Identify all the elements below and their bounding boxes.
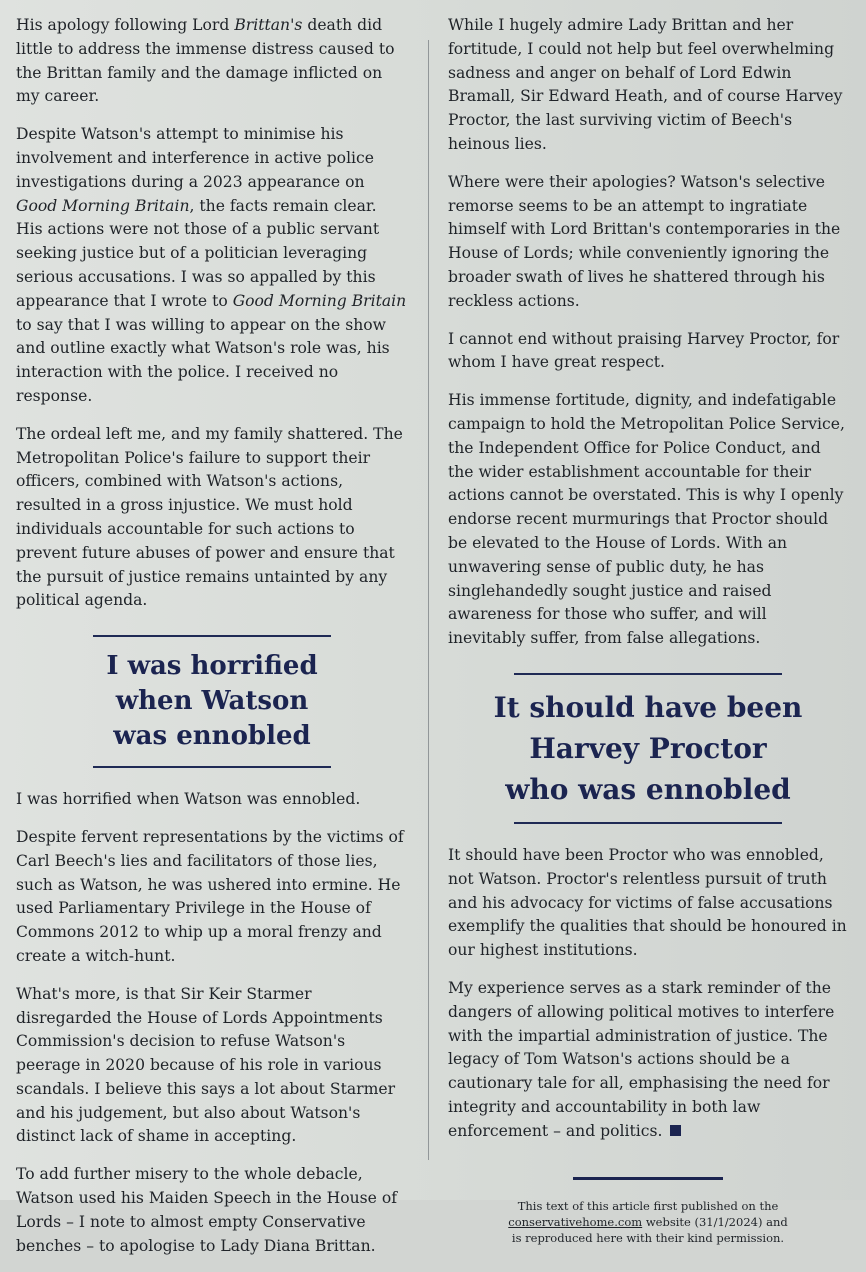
right-column [448, 14, 848, 1246]
pull-quote-rule-top [93, 635, 331, 637]
pull-quote-text: It should have been Harvey Proctor who was ennobled [493, 690, 803, 806]
paragraph: My experience serves as a stark reminder of the dangers of allowing political motives to interfere with the impartial administration of justice. The legacy of Tom Watson's actions should be a cautionary tale for all, emphasising the need for integrity and accountability in both law enforcement – and politics. [448, 978, 835, 1140]
paragraph: His apology following Lord Brittan's death did little to address the immense distress caused to the Brittan family and the damage inflicted on my career. [16, 16, 395, 106]
pull-quote-rule-bottom [514, 822, 782, 824]
pull-quote-text: I was horrified when Watson was ennobled [106, 651, 318, 752]
paragraph: I cannot end without praising Harvey Proctor, for whom I have great respect. [448, 329, 840, 372]
pull-quote [448, 673, 848, 824]
paragraph: To add further misery to the whole debacle, Watson used his Maiden Speech in the House of Lords – I note to almost empty Conservative benches – to apologise to Lady Diana Brittan. [16, 1165, 398, 1255]
source-link[interactable]: conservativehome.com [508, 1215, 643, 1230]
paragraph: Despite Watson's attempt to minimise his involvement and interference in active police investigations during a 2023 appearance on Good Morning Britain, the facts remain clear. His actions were not those of a public servant seeking justice but of a politician leveraging serious accusations. I was so appalled by this appearance that I wrote to Good Morning Britain to say that I was willing to appear on the show and outline exactly what Watson's role was, his interaction with the police. I received no response. [16, 125, 407, 405]
pull-quote-rule-bottom [93, 766, 331, 768]
paragraph: Despite fervent representations by the victims of Carl Beech's lies and facilitators of those lies, such as Watson, he was ushered into ermine. He used Parliamentary Privilege in the House of Commons 2012 to whip up a moral frenzy and create a witch-hunt. [16, 827, 404, 965]
paragraph: While I hugely admire Lady Brittan and her fortitude, I could not help but feel overwhelming sadness and anger on behalf of Lord Edwin Bramall, Sir Edward Heath, and of course Harvey Proctor, the last surviving victim of Beech's heinous lies. [448, 16, 843, 153]
paragraph: What's more, is that Sir Keir Starmer disregarded the House of Lords Appointments Commission's decision to refuse Watson's peerage in 2020 because of his role in various scandals. I believe this says a lot about Starmer and his judgement, but also about Watson's distinct lack of shame in accepting. [16, 984, 396, 1146]
paragraph: The ordeal left me, and my family shattered. The Metropolitan Police's failure to support their officers, combined with Watson's actions, resulted in a gross injustice. We must hold individuals accountable for such actions to prevent future abuses of power and ensure that the pursuit of justice remains untainted by any political agenda. [16, 424, 403, 610]
paragraph: I was horrified when Watson was ennobled. [16, 790, 361, 809]
paragraph: His immense fortitude, dignity, and indefatigable campaign to hold the Metropolitan Police Service, the Independent Office for Police Conduct, and the wider establishment accountable for their actions cannot be overstated. This is why I openly endorse recent murmurings that Proctor should be elevated to the House of Lords. With an unwavering sense of public duty, he has singlehandedly sought justice and raised awareness for those who suffer, and will inevitably suffer, from false allegations. [448, 391, 845, 648]
end-mark-icon [670, 1125, 681, 1136]
left-column [16, 14, 408, 1272]
credit-rule [573, 1177, 723, 1180]
pull-quote-rule-top [514, 673, 782, 675]
article-credit: This text of this article first published on the conservativehome.com website (31/1/2024) and is reproduced here with their kind permission. [448, 1177, 848, 1246]
paragraph: Where were their apologies? Watson's selective remorse seems to be an attempt to ingratiate himself with Lord Brittan's contemporaries in the House of Lords; while conveniently ignoring the broader swath of lives he shattered through his reckless actions. [448, 172, 841, 310]
column-divider [428, 40, 429, 1160]
pull-quote [16, 635, 408, 768]
paragraph: It should have been Proctor who was ennobled, not Watson. Proctor's relentless pursuit of truth and his advocacy for victims of false accusations exemplify the qualities that should be honoured in our highest institutions. [448, 845, 847, 960]
